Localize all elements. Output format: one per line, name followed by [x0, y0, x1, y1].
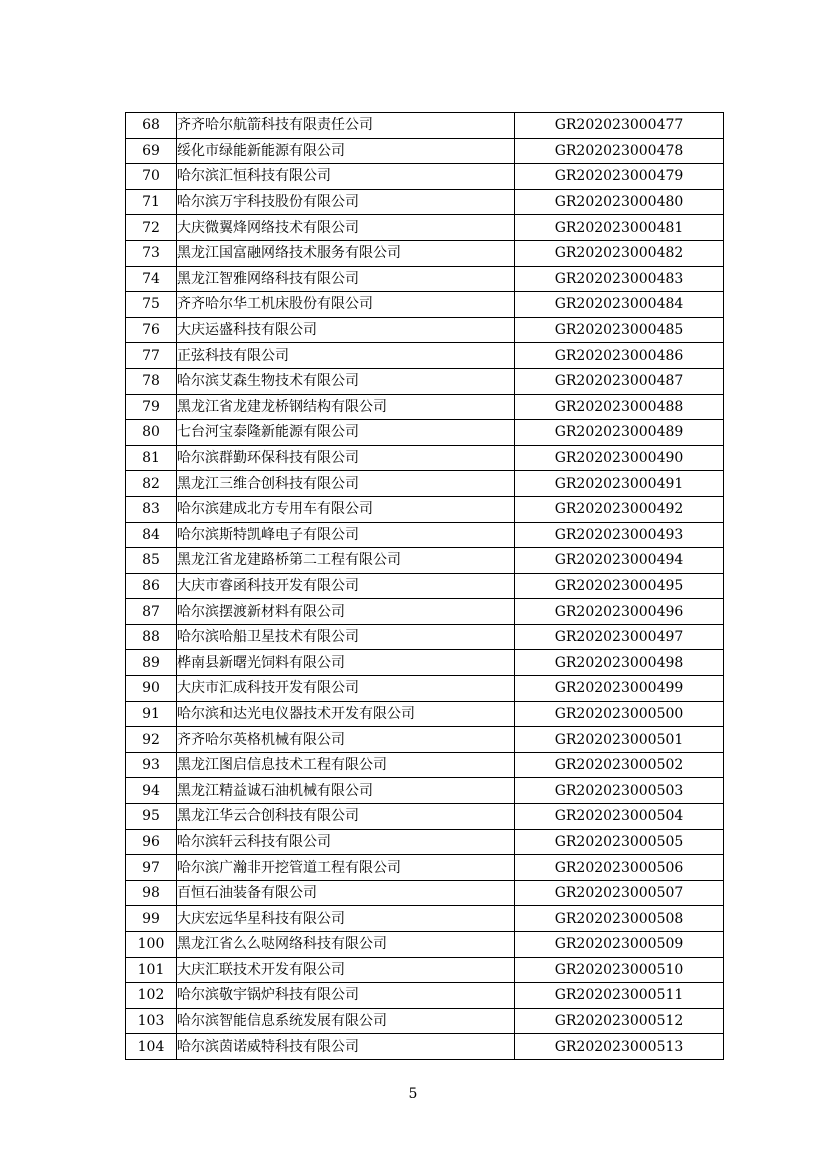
row-number: 85: [126, 548, 177, 574]
company-name: 大庆微翼烽网络技术有限公司: [177, 215, 515, 241]
company-name: 大庆汇联技术开发有限公司: [177, 957, 515, 983]
table-row: [126, 240, 724, 266]
company-name: 黑龙江国富融网络技术服务有限公司: [177, 240, 515, 266]
company-table: [125, 112, 724, 1060]
table-row: [126, 215, 724, 241]
row-number: 96: [126, 829, 177, 855]
certificate-code: GR202023000511: [515, 983, 724, 1009]
row-number: 80: [126, 420, 177, 446]
table-row: [126, 471, 724, 497]
certificate-code: GR202023000506: [515, 855, 724, 881]
certificate-code: GR202023000490: [515, 445, 724, 471]
table-row: [126, 317, 724, 343]
company-name: 哈尔滨敬宇锅炉科技有限公司: [177, 983, 515, 1009]
company-name: 大庆市汇成科技开发有限公司: [177, 676, 515, 702]
certificate-code: GR202023000477: [515, 113, 724, 139]
row-number: 90: [126, 676, 177, 702]
row-number: 78: [126, 368, 177, 394]
row-number: 79: [126, 394, 177, 420]
table-row: [126, 573, 724, 599]
certificate-code: GR202023000501: [515, 727, 724, 753]
table-row: [126, 880, 724, 906]
table-row: [126, 957, 724, 983]
certificate-code: GR202023000510: [515, 957, 724, 983]
company-name: 哈尔滨艾森生物技术有限公司: [177, 368, 515, 394]
certificate-code: GR202023000491: [515, 471, 724, 497]
company-name: 哈尔滨轩云科技有限公司: [177, 829, 515, 855]
row-number: 84: [126, 522, 177, 548]
company-name: 齐齐哈尔华工机床股份有限公司: [177, 292, 515, 318]
certificate-code: GR202023000494: [515, 548, 724, 574]
table-row: [126, 420, 724, 446]
row-number: 73: [126, 240, 177, 266]
certificate-code: GR202023000481: [515, 215, 724, 241]
row-number: 100: [126, 932, 177, 958]
company-name: 齐齐哈尔英格机械有限公司: [177, 727, 515, 753]
company-name: 大庆宏远华星科技有限公司: [177, 906, 515, 932]
certificate-code: GR202023000502: [515, 752, 724, 778]
table-row: [126, 701, 724, 727]
table-row: [126, 1034, 724, 1060]
company-name: 黑龙江精益诚石油机械有限公司: [177, 778, 515, 804]
table-row: [126, 752, 724, 778]
table-row: [126, 650, 724, 676]
certificate-code: GR202023000480: [515, 189, 724, 215]
company-table-body: [126, 113, 724, 1060]
table-row: [126, 368, 724, 394]
table-row: [126, 113, 724, 139]
table-row: [126, 983, 724, 1009]
row-number: 97: [126, 855, 177, 881]
company-name: 哈尔滨建成北方专用车有限公司: [177, 496, 515, 522]
company-name: 哈尔滨摆渡新材料有限公司: [177, 599, 515, 625]
company-name: 桦南县新曙光饲料有限公司: [177, 650, 515, 676]
certificate-code: GR202023000498: [515, 650, 724, 676]
company-name: 大庆市睿函科技开发有限公司: [177, 573, 515, 599]
row-number: 98: [126, 880, 177, 906]
row-number: 76: [126, 317, 177, 343]
row-number: 77: [126, 343, 177, 369]
row-number: 87: [126, 599, 177, 625]
row-number: 103: [126, 1008, 177, 1034]
row-number: 99: [126, 906, 177, 932]
certificate-code: GR202023000509: [515, 932, 724, 958]
certificate-code: GR202023000489: [515, 420, 724, 446]
table-row: [126, 1008, 724, 1034]
row-number: 86: [126, 573, 177, 599]
company-name: 哈尔滨万宇科技股份有限公司: [177, 189, 515, 215]
row-number: 94: [126, 778, 177, 804]
page-number: 5: [408, 1086, 418, 1102]
row-number: 95: [126, 804, 177, 830]
table-row: [126, 727, 724, 753]
table-row: [126, 829, 724, 855]
company-name: 百恒石油装备有限公司: [177, 880, 515, 906]
company-name: 黑龙江图启信息技术工程有限公司: [177, 752, 515, 778]
company-name: 哈尔滨哈船卫星技术有限公司: [177, 624, 515, 650]
row-number: 101: [126, 957, 177, 983]
row-number: 69: [126, 138, 177, 164]
row-number: 68: [126, 113, 177, 139]
row-number: 102: [126, 983, 177, 1009]
certificate-code: GR202023000486: [515, 343, 724, 369]
table-row: [126, 778, 724, 804]
company-name: 大庆运盛科技有限公司: [177, 317, 515, 343]
certificate-code: GR202023000493: [515, 522, 724, 548]
certificate-code: GR202023000497: [515, 624, 724, 650]
company-name: 哈尔滨汇恒科技有限公司: [177, 164, 515, 190]
table-row: [126, 676, 724, 702]
row-number: 91: [126, 701, 177, 727]
certificate-code: GR202023000503: [515, 778, 724, 804]
table-row: [126, 496, 724, 522]
company-name: 哈尔滨茵诺威特科技有限公司: [177, 1034, 515, 1060]
row-number: 70: [126, 164, 177, 190]
company-name: 黑龙江智雅网络科技有限公司: [177, 266, 515, 292]
row-number: 74: [126, 266, 177, 292]
company-name: 黑龙江省么么哒网络科技有限公司: [177, 932, 515, 958]
company-name: 七台河宝泰隆新能源有限公司: [177, 420, 515, 446]
certificate-code: GR202023000482: [515, 240, 724, 266]
certificate-code: GR202023000512: [515, 1008, 724, 1034]
certificate-code: GR202023000499: [515, 676, 724, 702]
row-number: 71: [126, 189, 177, 215]
company-name: 正弦科技有限公司: [177, 343, 515, 369]
certificate-code: GR202023000508: [515, 906, 724, 932]
company-name: 哈尔滨斯特凯峰电子有限公司: [177, 522, 515, 548]
table-row: [126, 932, 724, 958]
certificate-code: GR202023000500: [515, 701, 724, 727]
row-number: 82: [126, 471, 177, 497]
table-row: [126, 266, 724, 292]
table-row: [126, 855, 724, 881]
table-row: [126, 343, 724, 369]
table-row: [126, 804, 724, 830]
certificate-code: GR202023000483: [515, 266, 724, 292]
company-name: 黑龙江省龙建路桥第二工程有限公司: [177, 548, 515, 574]
table-row: [126, 599, 724, 625]
company-name: 齐齐哈尔航箭科技有限责任公司: [177, 113, 515, 139]
table-row: [126, 548, 724, 574]
certificate-code: GR202023000487: [515, 368, 724, 394]
certificate-code: GR202023000478: [515, 138, 724, 164]
table-row: [126, 522, 724, 548]
row-number: 75: [126, 292, 177, 318]
company-name: 黑龙江省龙建龙桥钢结构有限公司: [177, 394, 515, 420]
row-number: 83: [126, 496, 177, 522]
table-row: [126, 164, 724, 190]
table-row: [126, 394, 724, 420]
certificate-code: GR202023000479: [515, 164, 724, 190]
certificate-code: GR202023000488: [515, 394, 724, 420]
certificate-code: GR202023000513: [515, 1034, 724, 1060]
certificate-code: GR202023000484: [515, 292, 724, 318]
certificate-code: GR202023000505: [515, 829, 724, 855]
row-number: 72: [126, 215, 177, 241]
table-row: [126, 445, 724, 471]
row-number: 81: [126, 445, 177, 471]
row-number: 88: [126, 624, 177, 650]
certificate-code: GR202023000492: [515, 496, 724, 522]
company-name: 哈尔滨智能信息系统发展有限公司: [177, 1008, 515, 1034]
row-number: 104: [126, 1034, 177, 1060]
certificate-code: GR202023000504: [515, 804, 724, 830]
company-name: 哈尔滨广瀚非开挖管道工程有限公司: [177, 855, 515, 881]
table-row: [126, 189, 724, 215]
certificate-code: GR202023000496: [515, 599, 724, 625]
table-row: [126, 906, 724, 932]
table-row: [126, 624, 724, 650]
row-number: 89: [126, 650, 177, 676]
company-name: 哈尔滨群勤环保科技有限公司: [177, 445, 515, 471]
certificate-code: GR202023000507: [515, 880, 724, 906]
row-number: 92: [126, 727, 177, 753]
certificate-code: GR202023000495: [515, 573, 724, 599]
company-name: 哈尔滨和达光电仪器技术开发有限公司: [177, 701, 515, 727]
certificate-code: GR202023000485: [515, 317, 724, 343]
row-number: 93: [126, 752, 177, 778]
company-name: 黑龙江华云合创科技有限公司: [177, 804, 515, 830]
company-name: 绥化市绿能新能源有限公司: [177, 138, 515, 164]
company-name: 黑龙江三维合创科技有限公司: [177, 471, 515, 497]
table-row: [126, 292, 724, 318]
table-row: [126, 138, 724, 164]
